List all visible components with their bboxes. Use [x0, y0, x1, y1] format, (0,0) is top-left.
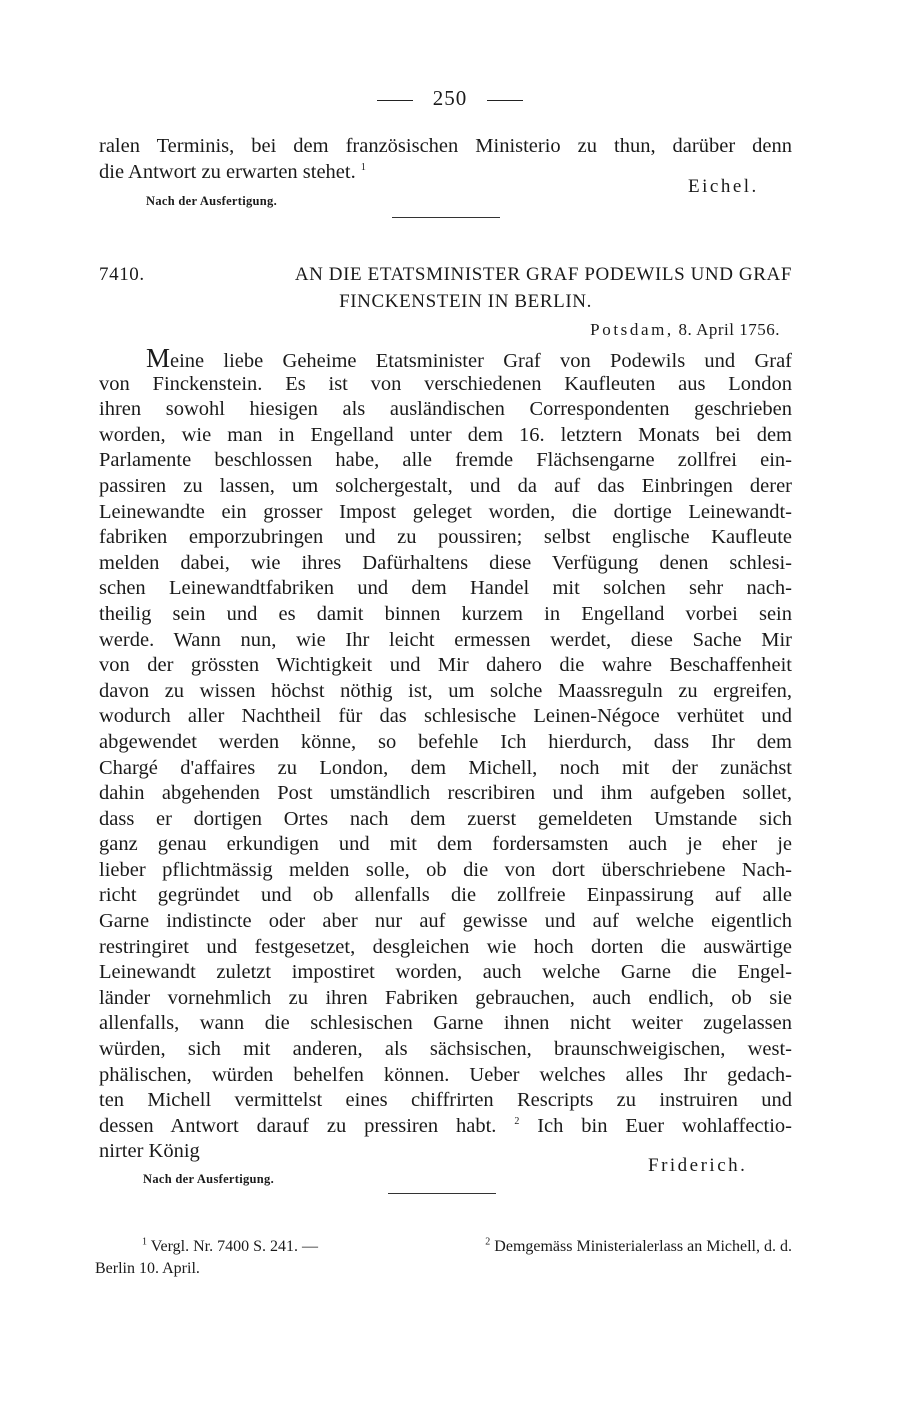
- text-line: wodurch aller Nachtheil für das schlesische Leinen-Négoce verhütet und: [99, 705, 792, 728]
- document-heading: [99, 261, 792, 315]
- footnote-continuation: Berlin 10. April.: [95, 1260, 200, 1277]
- heading-line-1: [99, 261, 792, 288]
- text-line: passiren zu lassen, um solchergestalt, und da auf das Einbringen derer: [99, 474, 792, 497]
- source-note: Nach der Ausfertigung.: [143, 1172, 275, 1186]
- text-line: davon zu wissen höchst nöthig ist, um solche Maassreguln zu ergreifen,: [99, 679, 792, 702]
- footnotes: [95, 1236, 792, 1280]
- text-line: von Finckenstein. Es ist von verschiedenen Kaufleuten aus London: [99, 372, 792, 395]
- text-line: abgewendet werden könne, so befehle Ich hierdurch, dass Ihr dem: [99, 730, 792, 753]
- footnote-mark: 2: [514, 1115, 520, 1127]
- date-place: Potsdam,: [590, 320, 674, 339]
- dateline: [590, 320, 780, 340]
- text-line: werde. Wann nun, wie Ihr leicht ermessen werdet, diese Sache Mir: [99, 628, 792, 651]
- document-number: 7410.: [99, 264, 145, 285]
- text-line: fabriken emporzubringen und zu poussiren; selbst englische Kaufleute: [99, 526, 792, 549]
- text-line: richt gegründet und ob allenfalls die zollfreie Einpassirung auf alle: [99, 884, 792, 907]
- page-number: 250: [432, 86, 468, 110]
- text-line: von der grössten Wichtigkeit und Mir dahero die wahre Beschaffenheit: [99, 654, 792, 677]
- footnote-mark: 2: [485, 1236, 491, 1248]
- text-line: melden dabei, wie ihres Dafürhaltens diese Verfügung denen schlesi-: [99, 551, 792, 574]
- text-line: länder vornehmlich zu ihren Fabriken gebrauchen, auch endlich, ob sie: [99, 986, 792, 1009]
- page-number-row: [0, 86, 900, 111]
- source-note: Nach der Ausfertigung.: [146, 194, 278, 208]
- text-line: dessen Antwort darauf zu pressiren habt. $^2$ Ich bin Euer wohlaffectio-: [99, 1114, 792, 1137]
- text-line: dahin abgehenden Post umständlich rescribiren und ihm aufgeben sollet,: [99, 782, 792, 805]
- text-line: die Antwort zu erwarten stehet. $^1$: [99, 160, 366, 183]
- footnote-line: [95, 1236, 792, 1258]
- footnote-1: $^1$ Vergl. Nr. 7400 S. 241. —: [142, 1236, 318, 1255]
- text-line: Meine liebe Geheime Etatsminister Graf von Podewils und Graf: [146, 343, 792, 373]
- section-divider: [388, 1193, 496, 1194]
- page-number-dash-right: [487, 100, 523, 101]
- text-line: ganz genau erkundigen und mit dem fordersamsten auch je eher je: [99, 833, 792, 856]
- text-line: lieber pflichtmässig melden solle, ob die von dort überschriebene Nach-: [99, 858, 792, 881]
- text-line: Leinewandte ein grosser Impost geleget worden, die dortige Leinewandt-: [99, 500, 792, 523]
- text-line: theilig sein und es damit binnen kurzem in Engelland vorbei sein: [99, 602, 792, 625]
- text-line: Chargé d'affaires zu London, dem Michell, noch mit der zunächst: [99, 756, 792, 779]
- heading-line-2: FINCKENSTEIN IN BERLIN.: [339, 291, 592, 312]
- text-line: schen Leinewandtfabriken und dem Handel mit solchen sehr nach-: [99, 577, 792, 600]
- text-line: dass er dortigen Ortes nach dem zuerst gemeldeten Umstande sich: [99, 807, 792, 830]
- text-line: allenfalls, wann die schlesischen Garne ihnen nicht weiter zugelassen: [99, 1012, 792, 1035]
- text-line: restringiret und festgesetzet, desgleichen wie hoch dorten die auswärtige: [99, 935, 792, 958]
- footnote-2: $^2$ Demgemäss Ministerialerlass an Michell, d. d.: [485, 1236, 792, 1255]
- page-number-dash-left: [377, 100, 413, 101]
- section-divider: [392, 217, 500, 218]
- text-line: ralen Terminis, bei dem französischen Ministerio zu thun, darüber denn: [99, 135, 792, 157]
- text-line: Parlamente beschlossen habe, alle fremde Flächsengarne zollfrei ein-: [99, 449, 792, 472]
- text-line: Garne indistincte oder aber nur auf gewisse und auf welche eigentlich: [99, 910, 792, 933]
- footnote-mark: 1: [360, 161, 366, 173]
- text-line: worden, wie man in Engelland unter dem 16. letztern Monats bei dem: [99, 423, 792, 446]
- text-line: würden, sich mit anderen, als sächsischen, braunschweigischen, west-: [99, 1038, 792, 1061]
- text-line: nirter König: [99, 1140, 200, 1163]
- drop-capital: M: [146, 343, 171, 373]
- signature: Friderich.: [648, 1155, 748, 1176]
- text-line: Leinewandt zuletzt impostiret worden, auch welche Garne die Engel-: [99, 961, 792, 984]
- footnote-mark: 1: [142, 1236, 147, 1248]
- document-title: AN DIE ETATSMINISTER GRAF PODEWILS UND GRAF: [294, 264, 792, 285]
- date: 8. April 1756.: [678, 320, 780, 339]
- text-line: phälischen, würden behelfen können. Ueber welches alles Ihr gedach-: [99, 1063, 792, 1086]
- text-line: ten Michell vermittelst eines chiffrirten Rescripts zu instruiren und: [99, 1089, 792, 1112]
- signature: Eichel.: [688, 176, 759, 197]
- text-line: ihren sowohl hiesigen als ausländischen Correspondenten geschrieben: [99, 398, 792, 421]
- letter-body: [99, 343, 792, 1165]
